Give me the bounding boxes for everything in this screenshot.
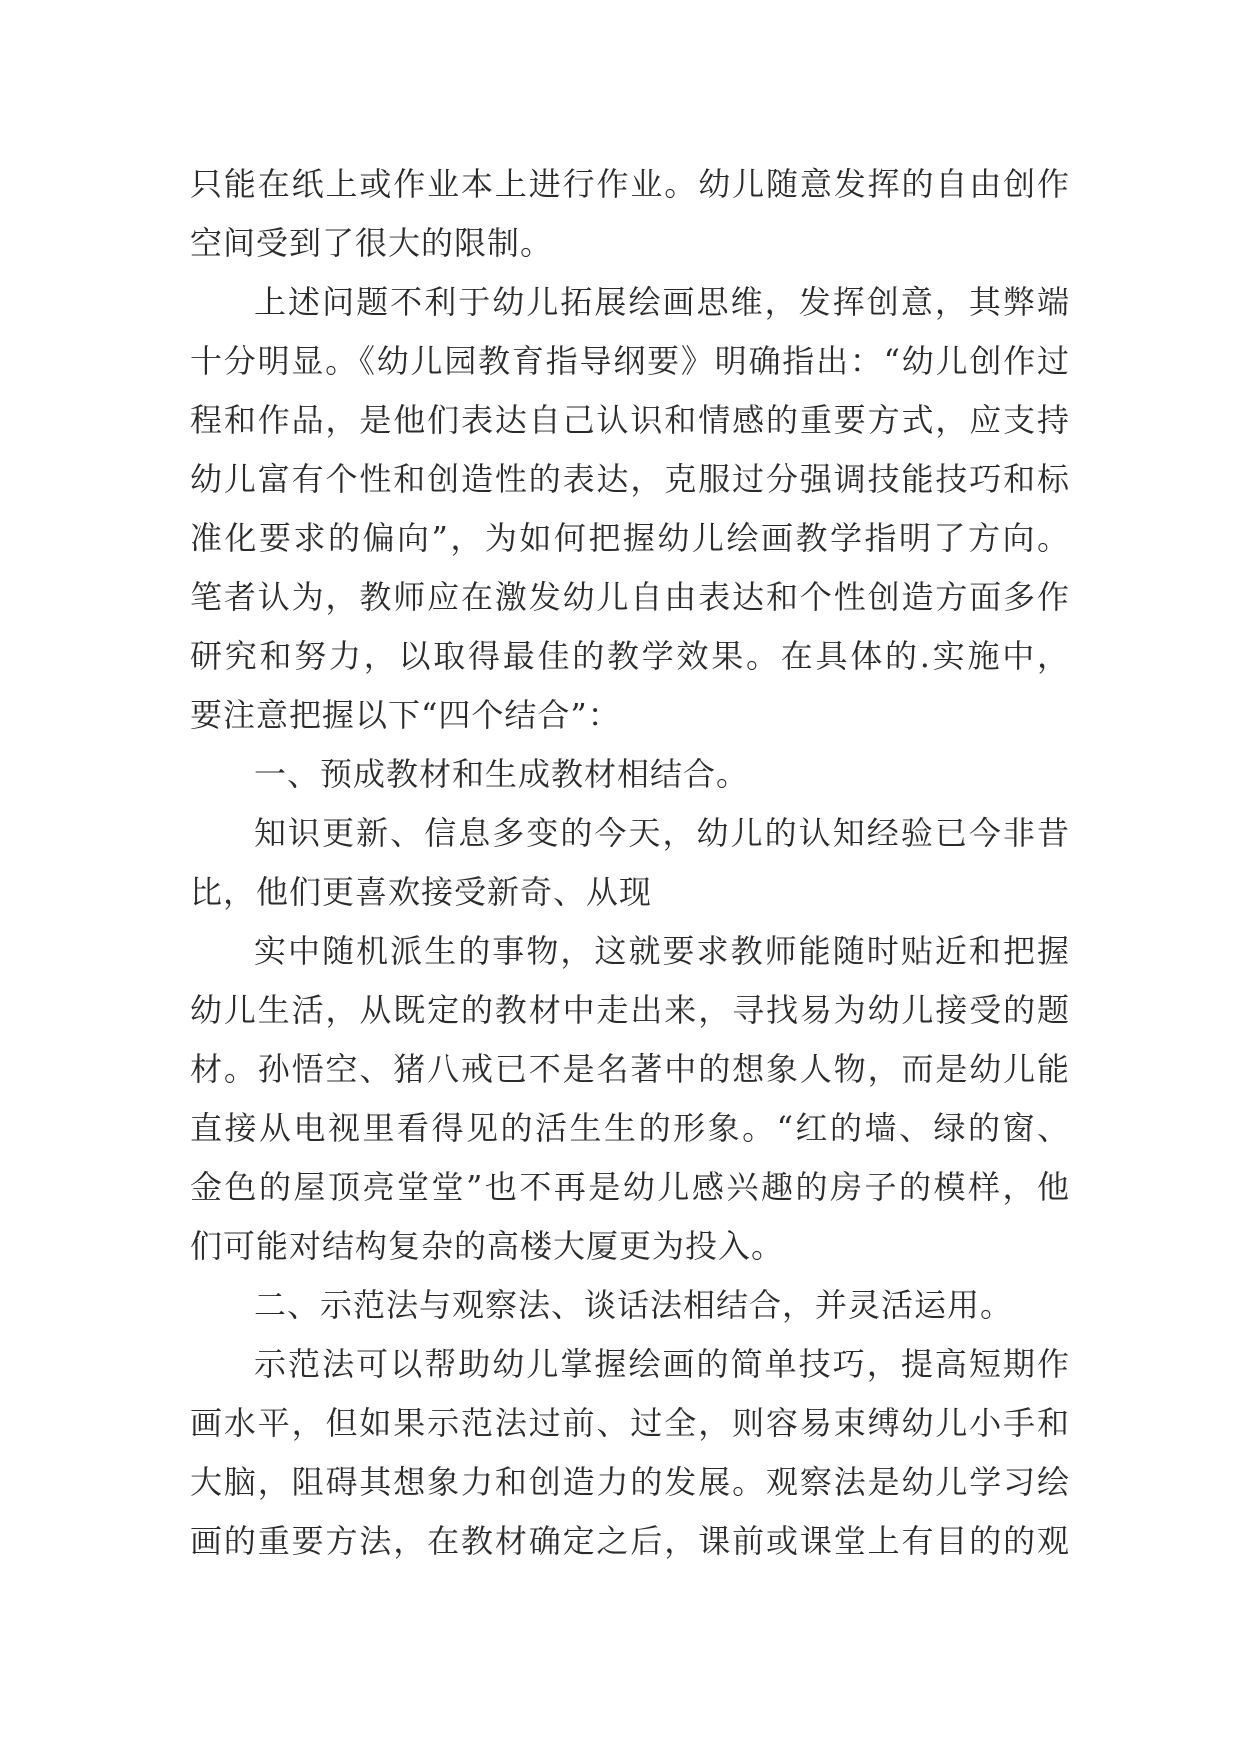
text-line: 比，他们更喜欢接受新奇、从现 xyxy=(190,873,653,911)
text-line: 准化要求的偏向”，为如何把握幼儿绘画教学指明了方向。 xyxy=(190,519,1070,557)
section-heading: 二、示范法与观察法、谈话法相结合，并灵活运用。 xyxy=(254,1286,1014,1324)
text-line: 程和作品，是他们表达自己认识和情感的重要方式，应支持 xyxy=(190,401,1070,439)
text-line: 知识更新、信息多变的今天，幼儿的认知经验已今非昔 xyxy=(254,814,1070,852)
text-line: 笔者认为，教师应在激发幼儿自由表达和个性创造方面多作 xyxy=(190,578,1070,616)
text-line: 十分明显。《幼儿园教育指导纲要》明确指出：“幼儿创作过 xyxy=(190,342,1070,380)
section-heading: 一、预成教材和生成教材相结合。 xyxy=(254,755,750,793)
text-line: 直接从电视里看得见的活生生的形象。“红的墙、绿的窗、 xyxy=(190,1109,1070,1147)
text-line: 要注意把握以下“四个结合”： xyxy=(190,696,621,734)
text-line: 幼儿富有个性和创造性的表达，克服过分强调技能技巧和标 xyxy=(190,460,1070,498)
body-text xyxy=(190,155,1070,1571)
text-line: 幼儿生活，从既定的教材中走出来，寻找易为幼儿接受的题 xyxy=(190,991,1070,1029)
text-line: 示范法可以帮助幼儿掌握绘画的简单技巧，提高短期作 xyxy=(254,1345,1070,1383)
text-line: 上述问题不利于幼儿拓展绘画思维，发挥创意，其弊端 xyxy=(254,283,1070,321)
text-line: 空间受到了很大的限制。 xyxy=(190,224,554,262)
text-line: 们可能对结构复杂的高楼大厦更为投入。 xyxy=(190,1227,785,1265)
text-line: 实中随机派生的事物，这就要求教师能随时贴近和把握 xyxy=(254,932,1070,970)
text-line: 画水平，但如果示范法过前、过全，则容易束缚幼儿小手和 xyxy=(190,1404,1070,1442)
text-line: 只能在纸上或作业本上进行作业。幼儿随意发挥的自由创作 xyxy=(190,165,1070,203)
text-line: 金色的屋顶亮堂堂”也不再是幼儿感兴趣的房子的模样，他 xyxy=(190,1168,1070,1206)
text-line: 大脑，阻碍其想象力和创造力的发展。观察法是幼儿学习绘 xyxy=(190,1463,1070,1501)
text-line: 材。孙悟空、猪八戒已不是名著中的想象人物，而是幼儿能 xyxy=(190,1050,1070,1088)
text-line: 研究和努力，以取得最佳的教学效果。在具体的.实施中， xyxy=(190,637,1070,675)
text-line: 画的重要方法，在教材确定之后，课前或课堂上有目的的观 xyxy=(190,1522,1070,1560)
